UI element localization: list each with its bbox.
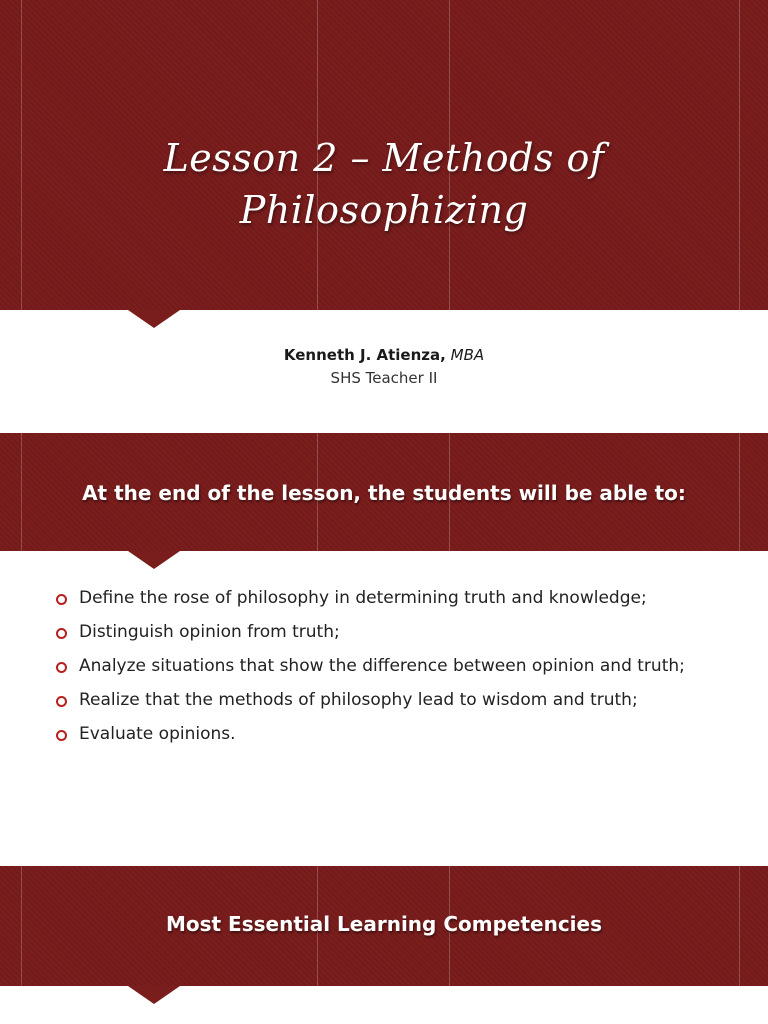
circle-bullet-icon xyxy=(56,730,67,741)
list-item xyxy=(56,586,712,611)
objectives-banner-notch xyxy=(128,551,180,569)
author-name: Kenneth J. Atienza, xyxy=(283,346,446,364)
list-item-text: Realize that the methods of philosophy lead to wisdom and truth; xyxy=(79,690,638,710)
author-block xyxy=(0,344,768,390)
title-banner-notch xyxy=(128,310,180,328)
list-item xyxy=(56,620,712,645)
objectives-list xyxy=(56,586,712,756)
circle-bullet-icon xyxy=(56,696,67,707)
list-item-text: Distinguish opinion from truth; xyxy=(79,622,340,642)
slide-title-line-1: Lesson 2 – Methods of xyxy=(163,136,605,180)
author-line xyxy=(0,344,768,366)
list-item-text: Define the rose of philosophy in determining truth and knowledge; xyxy=(79,588,647,608)
author-degree: MBA xyxy=(450,346,485,364)
list-item-text: Evaluate opinions. xyxy=(79,724,236,744)
list-item-text: Analyze situations that show the difference between opinion and truth; xyxy=(79,656,685,676)
circle-bullet-icon xyxy=(56,628,67,639)
objectives-heading: At the end of the lesson, the students will be able to: xyxy=(82,481,686,505)
competencies-banner-notch xyxy=(128,986,180,1004)
author-role: SHS Teacher II xyxy=(330,369,438,387)
slide-title-line-2: Philosophizing xyxy=(239,188,529,232)
list-item xyxy=(56,654,712,679)
list-item xyxy=(56,722,712,747)
competencies-heading: Most Essential Learning Competencies xyxy=(165,912,603,936)
circle-bullet-icon xyxy=(56,594,67,605)
list-item xyxy=(56,688,712,713)
slide-title xyxy=(60,132,708,236)
circle-bullet-icon xyxy=(56,662,67,673)
